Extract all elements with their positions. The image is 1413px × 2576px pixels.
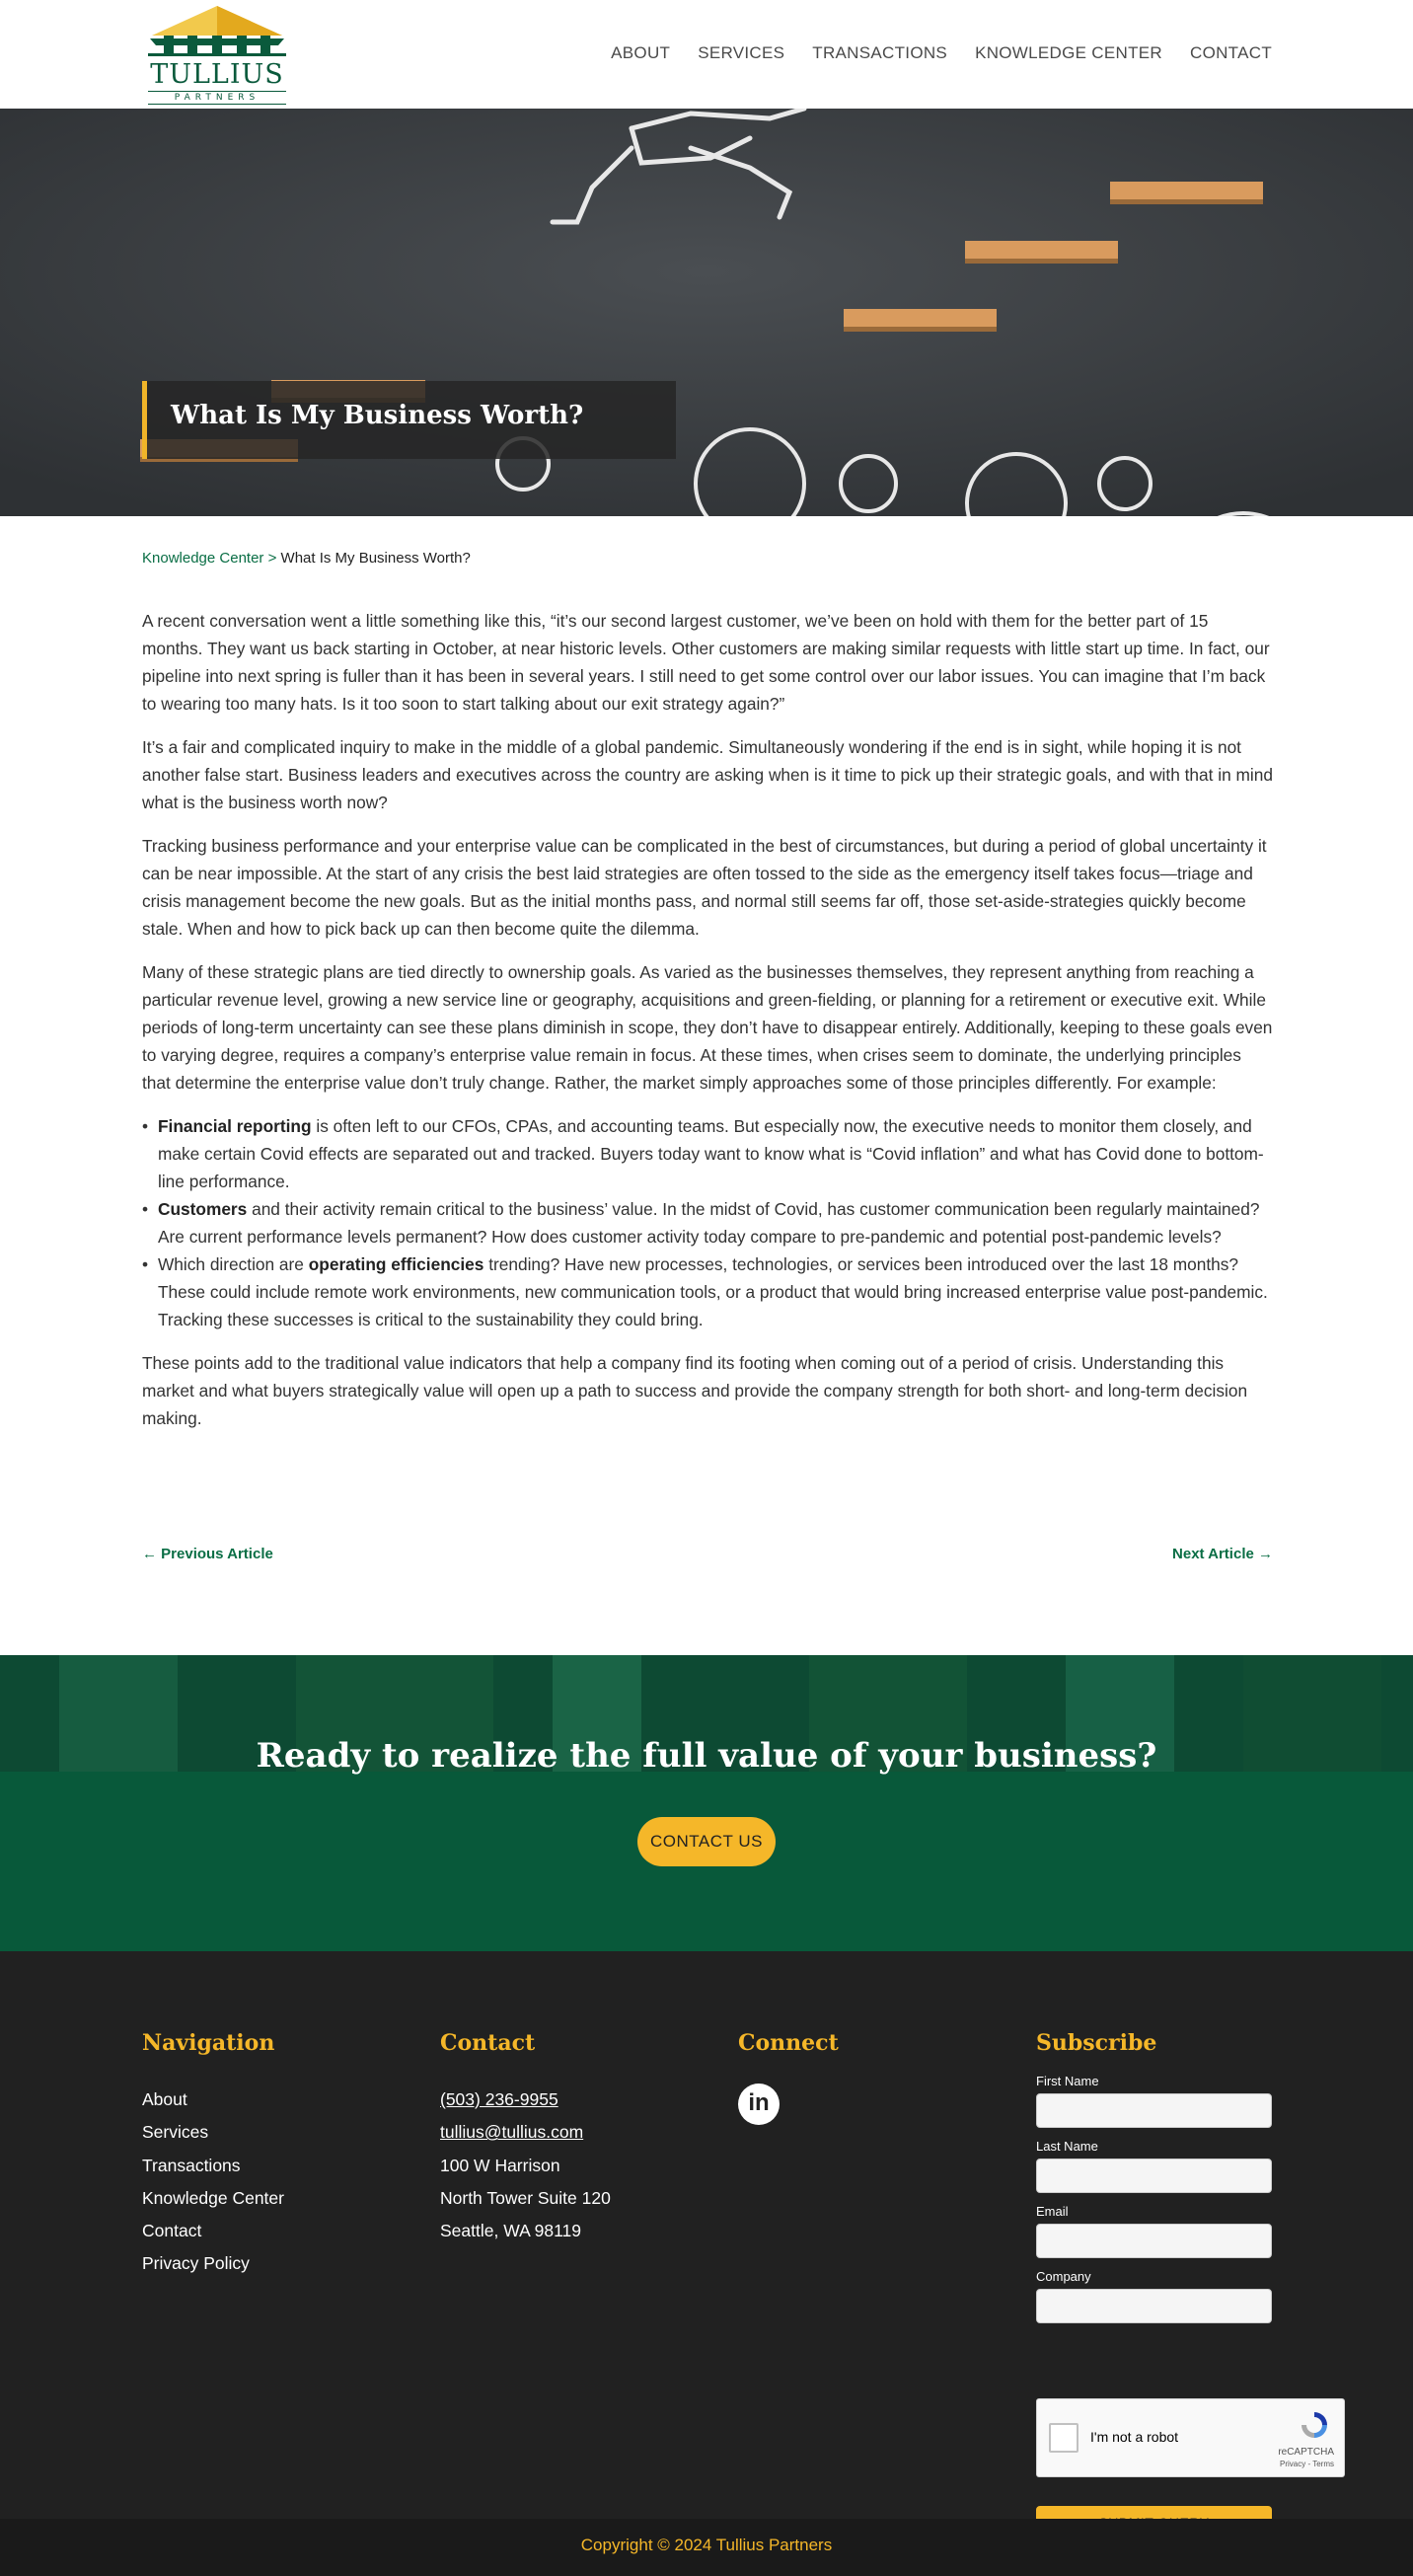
next-article-link[interactable]: Next Article → — [1172, 1546, 1273, 1562]
first-name-input[interactable] — [1036, 2093, 1272, 2128]
nav-item-transactions[interactable]: TRANSACTIONS — [812, 43, 948, 62]
article-bullet-list — [142, 1112, 1273, 1333]
last-name-input[interactable] — [1036, 2159, 1272, 2193]
post-navigation — [142, 1546, 1273, 1569]
footer-link-knowledge-center[interactable]: Knowledge Center — [142, 2187, 284, 2208]
cta-banner — [0, 1655, 1413, 1951]
footer-connect — [738, 2030, 839, 2125]
nav-item-knowledge-center[interactable]: KNOWLEDGE CENTER — [975, 43, 1162, 62]
article-paragraph: It’s a fair and complicated inquiry to make in the middle of a global pandemic. Simultaneously wondering if the end is in sight, while hoping it is not another false start. Business leaders and executives across the country are asking when is it time to pick up their strategic goals, and with that in mind what is the business worth now? — [142, 737, 1273, 812]
footer-heading: Connect — [738, 2030, 839, 2056]
footer-link-transactions[interactable]: Transactions — [142, 2155, 241, 2175]
logo-mark-icon — [142, 6, 292, 61]
recaptcha-terms-link[interactable]: Privacy - Terms — [1280, 2460, 1334, 2468]
last-name-label: Last Name — [1036, 2139, 1098, 2154]
bullet-bold: operating efficiencies — [308, 1254, 484, 1274]
footer-address-line: Seattle, WA 98119 — [440, 2221, 582, 2241]
company-input[interactable] — [1036, 2289, 1272, 2323]
linkedin-glyph: in — [748, 2089, 770, 2116]
site-footer — [0, 1951, 1413, 2519]
site-header — [0, 0, 1413, 109]
nav-item-contact[interactable]: CONTACT — [1190, 43, 1272, 62]
logo-subtitle: PARTNERS — [174, 93, 260, 103]
breadcrumb-separator: > — [263, 550, 281, 567]
cta-title: Ready to realize the full value of your business? — [256, 1736, 1157, 1776]
nav-item-services[interactable]: SERVICES — [698, 43, 785, 62]
logo-divider — [148, 104, 286, 105]
footer-address-line: 100 W Harrison — [440, 2155, 560, 2175]
article-paragraph: Many of these strategic plans are tied directly to ownership goals. As varied as the businesses themselves, they represent anything from reaching a particular revenue level, growing a new service line or geography, acquisitions and green-fielding, or planning for a retirement or executive exit. While periods of long-term uncertainty can see these plans diminish in scope, they don’t have to disappear entirely. Additionally, keeping to these goals even to varying degree, requires a company’s enterprise value remain in focus. At these times, when crises seem to dominate, the underlying principles that determine the enterprise value don’t truly change. Rather, the market simply approaches some of those principles differently. For example: — [142, 962, 1273, 1093]
bullet-text: trending? Have new processes, technologies, or services been introduced over the last 18 months? These could include remote work environments, new communication tools, or a product that would bring increased enterprise value post-pandemic. Tracking these successes is critical to the sustainability they could bring. — [158, 1254, 1268, 1329]
footer-link-contact[interactable]: Contact — [142, 2221, 202, 2241]
main-nav — [611, 43, 1272, 63]
email-label: Email — [1036, 2204, 1069, 2219]
logo-wordmark: TULLIUS — [150, 59, 284, 90]
logo-divider — [148, 91, 286, 92]
recaptcha-logo-icon — [1299, 2409, 1330, 2441]
page-title: What Is My Business Worth? — [171, 401, 584, 430]
linkedin-icon[interactable] — [738, 2084, 780, 2125]
list-item — [142, 1195, 1273, 1250]
footer-link-privacy-policy[interactable]: Privacy Policy — [142, 2253, 250, 2274]
footer-link-about[interactable]: About — [142, 2089, 187, 2109]
bullet-text: Which direction are — [158, 1254, 309, 1274]
copyright-bar — [0, 2519, 1413, 2576]
email-input[interactable] — [1036, 2224, 1272, 2258]
footer-link-services[interactable]: Services — [142, 2122, 209, 2143]
hero-banner — [0, 109, 1413, 516]
footer-heading: Contact — [440, 2030, 536, 2056]
article-paragraph: These points add to the traditional value indicators that help a company find its footing when coming out of a period of crisis. Understanding this market and what buyers strategically value will open up a path to success and provide the company strength for both short- and long-term decision making. — [142, 1353, 1248, 1428]
footer-phone-link[interactable]: (503) 236-9955 — [440, 2089, 558, 2109]
bullet-text: is often left to our CFOs, CPAs, and accounting teams. But especially now, the executive needs to monitor them closely, and make certain Covid effects are separated out and tracked. Buyers today want to know what is “Covid inflation” and what has Covid done to bottom-line performance. — [158, 1116, 1264, 1191]
breadcrumb-link-knowledge-center[interactable]: Knowledge Center — [142, 550, 264, 567]
site-logo[interactable] — [142, 6, 292, 105]
previous-article-link[interactable]: ← Previous Article — [142, 1546, 273, 1562]
hero-title-box — [142, 381, 676, 459]
list-item — [142, 1250, 1273, 1333]
bullet-bold: Customers — [158, 1199, 248, 1219]
bullet-bold: Financial reporting — [158, 1116, 312, 1136]
article-body — [142, 607, 1273, 1448]
nav-item-about[interactable]: ABOUT — [611, 43, 671, 62]
recaptcha-checkbox[interactable] — [1049, 2423, 1078, 2453]
breadcrumb-current: What Is My Business Worth? — [280, 550, 471, 567]
footer-address-line: North Tower Suite 120 — [440, 2187, 611, 2208]
footer-heading: Navigation — [142, 2030, 275, 2056]
recaptcha-label: I'm not a robot — [1090, 2429, 1179, 2445]
first-name-label: First Name — [1036, 2074, 1099, 2088]
footer-contact — [440, 2030, 611, 2247]
bullet-text: and their activity remain critical to the business’ value. In the midst of Covid, has customer communication been regularly maintained? Are current performance levels permanent? How does customer activity today compare to pre-pandemic and potential post-pandemic levels? — [158, 1199, 1260, 1247]
footer-heading: Subscribe — [1036, 2030, 1157, 2056]
footer-navigation — [142, 2030, 284, 2281]
contact-us-button[interactable]: CONTACT US — [637, 1817, 776, 1866]
company-label: Company — [1036, 2269, 1091, 2284]
article-paragraph: A recent conversation went a little something like this, “it’s our second largest customer, we’ve been on hold with them for the better part of 15 months. They want us back starting in October, at near historic levels. Other customers are making similar requests with little start up time. In fact, our pipeline into next spring is fuller than it has been in several years. I still need to get some control over our labor issues. You can imagine that I’m back to wearing too many hats. Is it too soon to start talking about our exit strategy again?” — [142, 611, 1270, 714]
breadcrumb — [142, 550, 471, 567]
recaptcha-widget — [1036, 2398, 1345, 2477]
footer-subscribe — [1036, 2030, 1362, 2468]
article-paragraph: Tracking business performance and your enterprise value can be complicated in the best of circumstances, but during a period of global uncertainty it can be near impossible. At the start of any crisis the best laid strategies are often tossed to the side as the emergency itself takes focus—triage and crisis management become the new goals. But as the initial months pass, and normal still seems far off, those set-aside-strategies quickly become stale. When and how to pick back up can then become quite the dilemma. — [142, 836, 1267, 939]
footer-email-link[interactable]: tullius@tullius.com — [440, 2122, 584, 2143]
copyright-text: Copyright © 2024 Tullius Partners — [580, 2536, 833, 2554]
recaptcha-brand: reCAPTCHA — [1278, 2447, 1334, 2458]
list-item — [142, 1112, 1273, 1195]
